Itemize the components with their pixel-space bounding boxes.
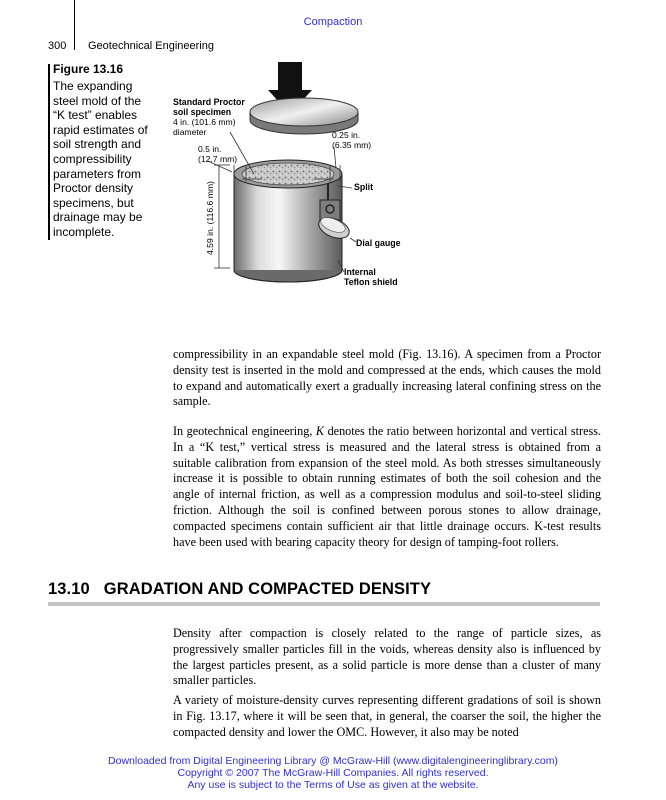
k-symbol: K [315, 424, 325, 438]
wall-label-mm: (6.35 mm) [332, 140, 372, 150]
split-label: Split [354, 182, 374, 192]
footer-terms-link[interactable]: Any use is subject to the Terms of Use as given at the website. [187, 779, 479, 791]
body-paragraph-4: A variety of moisture-density curves representing different gradations of soil is shown in Fig. 13.17, where it will be seen that, in general, the coarser the soil, the higher the compacted density and lower the OMC. However, it also may be noted [173, 693, 601, 739]
body-paragraph-3: Density after compaction is closely related to the range of particle sizes, as progressively smaller particles fill in the voids, whereas density also is influenced by the largest particles present, as a solid particle is more dense than a cluster of many smaller particles. [173, 626, 601, 688]
height-label: 4.59 in. (116.6 mm) [205, 181, 215, 255]
chapter-tag: Compaction [303, 16, 363, 28]
wall-label-in: 0.25 in. [332, 130, 361, 140]
figure-caption: The expanding steel mold of the “K test” enables rapid estimates of soil strength and compressibility parameters from Proctor density specimens, but drainage may be incomplete. [53, 79, 148, 239]
specimen-dim-line2: diameter [173, 127, 207, 137]
k-test-mold-illustration [164, 62, 464, 298]
footer-download-link[interactable]: Downloaded from Digital Engineering Library @ McGraw-Hill (www.digitalengineeringlibrary.com) [108, 755, 558, 767]
para2-lead: In geotechnical engineering, [173, 424, 316, 438]
section-heading [48, 580, 431, 599]
body-paragraph-1: compressibility in an expandable steel mold (Fig. 13.16). A specimen from a Proctor density test is inserted in the mold and compressed at the ends, which causes the mold to expand and automatically exert a gradually increasing lateral confining stress on the sample. [173, 347, 601, 409]
page-number: 300 [48, 40, 67, 52]
footer-copyright: Copyright © 2007 The McGraw-Hill Companies. All rights reserved. [177, 767, 489, 779]
para2-rest: denotes the ratio between horizontal and vertical stress. In a “K test,” vertical stress is measured and the lateral stress is obtained from a suitable calibration from expansion of the steel mold. As both stresses simultaneously increase it is possible to obtain running estimates of both the soil cohesion and the angle of internal friction, as well as a compression modulus and soil-to-steel sliding friction. Although the soil is confined between porous stones to allow drainage, compacted specimens contain sufficient air that little drainage occurs. K-test results have been used with bearing capacity theory for design of tamping-foot rollers. [173, 424, 602, 549]
specimen-label-line1: Standard Proctor [173, 97, 245, 107]
figure-caption-bar [48, 64, 50, 240]
specimen-dim-line1: 4 in. (101.6 mm) [173, 117, 236, 127]
gap-label-mm: (12.7 mm) [198, 154, 238, 164]
specimen-label-line2: soil specimen [173, 107, 232, 117]
figure-label: Figure 13.16 [53, 62, 124, 76]
running-head: Geotechnical Engineering [88, 40, 214, 52]
section-number: 13.10 [48, 580, 90, 598]
gap-label-in: 0.5 in. [198, 144, 222, 154]
dial-gauge-label: Dial gauge [356, 238, 401, 248]
header-divider [74, 0, 75, 50]
section-rule [48, 602, 600, 606]
section-title: GRADATION AND COMPACTED DENSITY [103, 580, 432, 598]
teflon-label-line2: Teflon shield [344, 277, 398, 287]
teflon-label-line1: Internal [344, 267, 376, 277]
loading-plate [250, 98, 358, 134]
body-paragraph-2 [173, 424, 601, 550]
